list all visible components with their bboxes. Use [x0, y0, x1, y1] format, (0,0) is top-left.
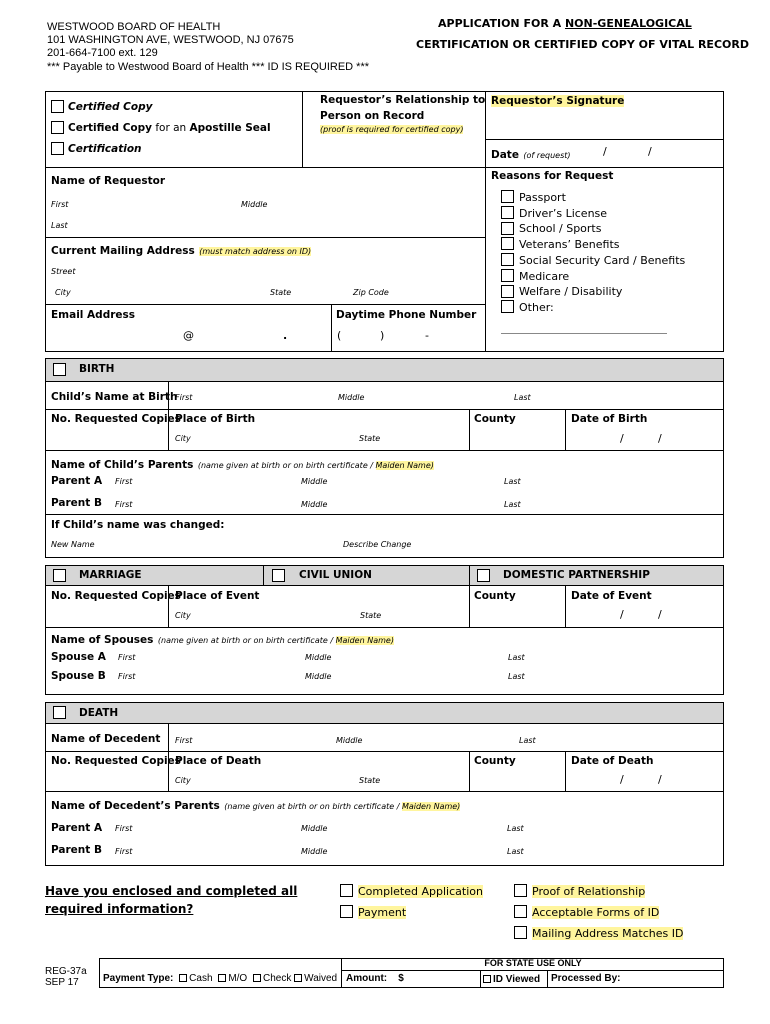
birth-parent-a-middle: Middle: [301, 477, 328, 486]
marriage-copies-field[interactable]: [47, 605, 166, 625]
signature-label: Requestor’s Signature: [491, 95, 625, 107]
birth-state: State: [359, 434, 381, 443]
reason-drivers-license-checkbox[interactable]: [501, 206, 514, 219]
marriage-band: [45, 565, 724, 586]
place-of-event-label: Place of Event: [175, 590, 260, 602]
childs-parents-label: Name of Child’s Parents (name given at birth or on birth certificate / Maiden Name): [51, 459, 434, 471]
death-parent-b-label: Parent B: [51, 844, 102, 856]
decedent-parents-label: Name of Decedent’s Parents (name given at birth or on birth certificate / Maiden Name): [51, 800, 461, 812]
new-name-label: New Name: [51, 540, 95, 549]
birth-parent-b-middle: Middle: [301, 500, 328, 509]
reason-medicare: Medicare: [519, 270, 570, 283]
email-field[interactable]: [50, 322, 328, 350]
birth-city: City: [175, 434, 191, 443]
birth-last: Last: [514, 393, 531, 402]
birth-parent-a-last: Last: [504, 477, 521, 486]
mailing-address-label: Current Mailing Address (must match address on ID): [51, 245, 312, 257]
requestor-middle: Middle: [241, 200, 268, 209]
form-title-line1: APPLICATION FOR A NON-GENEALOGICAL: [438, 17, 692, 30]
form-id: REG-37a: [45, 966, 87, 977]
date-of-death-field[interactable]: [567, 770, 722, 790]
relationship-note: (proof is required for certified copy): [320, 125, 464, 134]
email-at: @: [183, 329, 194, 342]
reason-other: Other:: [519, 301, 554, 314]
describe-change-label: Describe Change: [343, 540, 412, 549]
phone-dash: -: [425, 329, 429, 342]
doe-slash-2: /: [658, 608, 662, 621]
org-address: 101 WASHINGTON AVE, WESTWOOD, NJ 07675: [47, 34, 294, 46]
birth-band-title: BIRTH: [79, 363, 115, 375]
spouse-b-field[interactable]: [112, 667, 720, 687]
completed-application-checkbox[interactable]: [340, 884, 353, 897]
checklist-question-1: Have you enclosed and completed all: [45, 884, 298, 898]
marriage-city: City: [175, 611, 191, 620]
relationship-field[interactable]: [305, 138, 483, 165]
death-parent-a-first: First: [115, 824, 133, 833]
birth-county-label: County: [474, 413, 516, 425]
org-phone: 201-664-7100 ext. 129: [47, 47, 158, 59]
dob-slash-2: /: [658, 432, 662, 445]
civil-union-checkbox[interactable]: [272, 569, 285, 582]
reason-school: School / Sports: [519, 222, 602, 235]
apostille-label: Certified Copy for an Apostille Seal: [68, 122, 271, 134]
date-of-death-label: Date of Death: [571, 755, 654, 767]
death-parent-b-field[interactable]: [110, 840, 720, 862]
name-changed-label: If Child’s name was changed:: [51, 519, 225, 531]
birth-middle: Middle: [338, 393, 365, 402]
amount: Amount: $: [346, 973, 404, 984]
waived-checkbox[interactable]: [294, 974, 302, 982]
cash-checkbox[interactable]: [179, 974, 187, 982]
civil-union-band-title: CIVIL UNION: [299, 569, 372, 581]
address-matches-checkbox[interactable]: [514, 926, 527, 939]
reason-welfare-checkbox[interactable]: [501, 285, 514, 298]
marriage-band-title: MARRIAGE: [79, 569, 142, 581]
completed-application-label: Completed Application: [358, 885, 483, 898]
childs-name-label: Child’s Name at Birth: [51, 391, 178, 403]
reason-drivers-license: Driver’s License: [519, 207, 608, 220]
place-of-death-field[interactable]: [170, 770, 467, 790]
death-parent-a-field[interactable]: [110, 816, 720, 838]
domestic-band-title: DOMESTIC PARTNERSHIP: [503, 569, 650, 581]
checklist-question-2: required information?: [45, 902, 194, 916]
date-of-event-label: Date of Event: [571, 590, 652, 602]
decedent-name-label: Name of Decedent: [51, 733, 161, 745]
state-label: State: [270, 288, 292, 297]
birth-parent-b-label: Parent B: [51, 497, 102, 509]
requestor-name-label: Name of Requestor: [51, 175, 166, 187]
dod-slash-2: /: [658, 773, 662, 786]
relationship-title-2: Person on Record: [320, 110, 425, 122]
decedent-last: Last: [519, 736, 536, 745]
acceptable-id-checkbox[interactable]: [514, 905, 527, 918]
spouse-a-last: Last: [508, 653, 525, 662]
certified-copy-label: Certified Copy: [68, 101, 153, 113]
certification-checkbox[interactable]: [51, 142, 64, 155]
birth-parent-b-last: Last: [504, 500, 521, 509]
email-label: Email Address: [51, 309, 136, 321]
spouse-a-middle: Middle: [305, 653, 332, 662]
birth-parent-b-field[interactable]: [110, 493, 720, 513]
spouses-label: Name of Spouses (name given at birth or on birth certificate / Maiden Name): [51, 634, 394, 646]
doe-slash-1: /: [620, 608, 624, 621]
dod-slash-1: /: [620, 773, 624, 786]
birth-parent-b-first: First: [115, 500, 133, 509]
death-county-field[interactable]: [471, 770, 563, 790]
requestor-name-field[interactable]: [80, 194, 470, 232]
birth-first: First: [175, 393, 193, 402]
zip-label: Zip Code: [353, 288, 389, 297]
spouse-a-label: Spouse A: [51, 651, 106, 663]
reason-passport-checkbox[interactable]: [501, 190, 514, 203]
mailing-address-field[interactable]: [80, 260, 470, 300]
spouse-b-middle: Middle: [305, 672, 332, 681]
spouse-b-last: Last: [508, 672, 525, 681]
form-date: SEP 17: [45, 977, 79, 988]
date-of-birth-label: Date of Birth: [571, 413, 648, 425]
reason-medicare-checkbox[interactable]: [501, 269, 514, 282]
check-checkbox[interactable]: [253, 974, 261, 982]
marriage-county-field[interactable]: [471, 605, 563, 625]
marriage-state: State: [360, 611, 382, 620]
domestic-partnership-checkbox[interactable]: [477, 569, 490, 582]
reason-welfare: Welfare / Disability: [519, 285, 623, 298]
death-parent-a-middle: Middle: [301, 824, 328, 833]
mo-checkbox[interactable]: [218, 974, 226, 982]
phone-open: (: [337, 329, 342, 342]
signature-field[interactable]: [487, 110, 723, 138]
death-state: State: [359, 776, 381, 785]
reason-social-security-checkbox[interactable]: [501, 253, 514, 266]
name-change-field[interactable]: [47, 534, 722, 556]
phone-close: ): [380, 329, 385, 342]
spouse-a-field[interactable]: [112, 646, 720, 666]
decedent-middle: Middle: [336, 736, 363, 745]
date-of-request: Date (of request): [491, 149, 571, 161]
certified-copy-checkbox[interactable]: [51, 100, 64, 113]
reasons-title: Reasons for Request: [491, 170, 614, 182]
address-matches-label: Mailing Address Matches ID: [532, 927, 684, 940]
place-of-birth-label: Place of Birth: [175, 413, 256, 425]
marriage-copies-label: No. Requested Copies: [51, 590, 181, 602]
id-viewed-checkbox[interactable]: [483, 975, 491, 983]
date-slash-2: /: [648, 145, 652, 158]
proof-relationship-checkbox[interactable]: [514, 884, 527, 897]
phone-field[interactable]: [334, 322, 482, 350]
place-of-death-label: Place of Death: [175, 755, 262, 767]
birth-parent-a-field[interactable]: [110, 470, 720, 490]
place-of-event-field[interactable]: [170, 605, 467, 625]
reason-passport: Passport: [519, 191, 566, 204]
spouse-a-first: First: [118, 653, 136, 662]
apostille-checkbox[interactable]: [51, 121, 64, 134]
place-of-birth-field[interactable]: [170, 428, 467, 448]
reason-other-field[interactable]: [501, 333, 667, 334]
date-slash-1: /: [603, 145, 607, 158]
payment-checkbox[interactable]: [340, 905, 353, 918]
city-label: City: [55, 288, 71, 297]
reason-social-security: Social Security Card / Benefits: [519, 254, 686, 267]
death-parent-b-first: First: [115, 847, 133, 856]
payment-type: Payment Type: Cash M/O Check Waived: [103, 973, 338, 984]
death-parent-a-last: Last: [507, 824, 524, 833]
date-of-birth-field[interactable]: [567, 428, 722, 448]
death-band: [45, 702, 724, 724]
proof-relationship-label: Proof of Relationship: [532, 885, 646, 898]
processed-by: Processed By:: [551, 973, 621, 984]
marriage-checkbox[interactable]: [53, 569, 66, 582]
date-of-event-field[interactable]: [567, 605, 722, 625]
death-parent-b-last: Last: [507, 847, 524, 856]
childs-name-field[interactable]: [170, 384, 722, 408]
spouse-b-first: First: [118, 672, 136, 681]
decedent-first: First: [175, 736, 193, 745]
birth-copies-label: No. Requested Copies: [51, 413, 181, 425]
death-copies-field[interactable]: [47, 770, 166, 790]
birth-checkbox[interactable]: [53, 363, 66, 376]
reason-veterans-checkbox[interactable]: [501, 237, 514, 250]
dob-slash-1: /: [620, 432, 624, 445]
reason-school-checkbox[interactable]: [501, 222, 514, 235]
reason-veterans: Veterans’ Benefits: [519, 238, 620, 251]
decedent-name-field[interactable]: [170, 727, 722, 750]
requestor-first: First: [51, 200, 69, 209]
marriage-county-label: County: [474, 590, 516, 602]
email-dot: .: [283, 329, 288, 342]
payable-notice: *** Payable to Westwood Board of Health *** ID IS REQUIRED ***: [47, 61, 370, 73]
reason-other-checkbox[interactable]: [501, 300, 514, 313]
death-checkbox[interactable]: [53, 706, 66, 719]
payment-label: Payment: [358, 906, 407, 919]
spouse-b-label: Spouse B: [51, 670, 106, 682]
phone-label: Daytime Phone Number: [336, 309, 477, 321]
requestor-last: Last: [51, 221, 68, 230]
birth-copies-field[interactable]: [47, 428, 166, 448]
death-county-label: County: [474, 755, 516, 767]
death-parent-a-label: Parent A: [51, 822, 103, 834]
death-parent-b-middle: Middle: [301, 847, 328, 856]
certification-label: Certification: [68, 143, 142, 155]
org-name: WESTWOOD BOARD OF HEALTH: [47, 21, 221, 33]
relationship-title: Requestor’s Relationship to: [320, 94, 486, 106]
death-city: City: [175, 776, 191, 785]
birth-county-field[interactable]: [471, 428, 563, 448]
death-band-title: DEATH: [79, 707, 119, 719]
street-label: Street: [51, 267, 76, 276]
form-title-line2: CERTIFICATION OR CERTIFIED COPY OF VITAL RECORD: [416, 38, 749, 51]
birth-parent-a-label: Parent A: [51, 475, 103, 487]
acceptable-id-label: Acceptable Forms of ID: [532, 906, 660, 919]
id-viewed: ID Viewed: [483, 974, 540, 985]
birth-band: [45, 358, 724, 382]
birth-parent-a-first: First: [115, 477, 133, 486]
death-copies-label: No. Requested Copies: [51, 755, 181, 767]
state-use-title: FOR STATE USE ONLY: [484, 958, 582, 968]
